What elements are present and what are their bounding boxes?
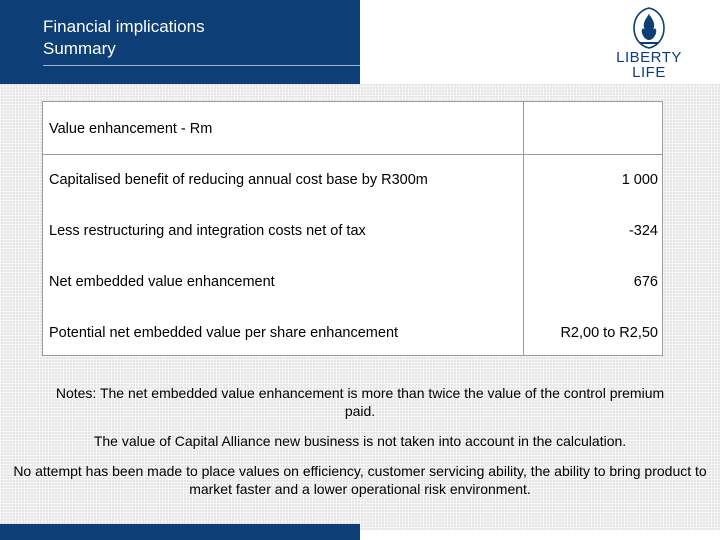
flame-emblem-icon (612, 6, 686, 50)
row-value-capitalised-benefit: 1 000 (621, 172, 658, 188)
footer-bar (0, 524, 360, 540)
row-label-restructuring-costs: Less restructuring and integration costs net of tax (49, 223, 366, 239)
title-line-1: Financial implications (43, 17, 205, 36)
title-line-2: Summary (43, 39, 116, 58)
note-no-attempt: No attempt has been made to place values on efficiency, customer servicing ability, the ability to bring product to market faster and a lower operational risk environment. (13, 463, 707, 497)
row-value-restructuring-costs: -324 (628, 223, 658, 239)
title-underline (43, 65, 360, 66)
value-enhancement-table (42, 101, 663, 356)
liberty-life-logo (612, 6, 686, 80)
column-divider (523, 102, 524, 355)
logo-text-line-1: LIBERTY (616, 49, 682, 66)
row-label-capitalised-benefit: Capitalised benefit of reducing annual cost base by R300m (49, 172, 428, 188)
header-bar (0, 0, 360, 84)
note-control-premium: Notes: The net embedded value enhancement is more than twice the value of the control premium paid. (55, 385, 665, 419)
row-value-net-embedded-value: 676 (633, 274, 658, 290)
row-value-per-share-enhancement: R2,00 to R2,50 (560, 325, 658, 341)
note-new-business: The value of Capital Alliance new business is not taken into account in the calculation. (93, 433, 627, 449)
header-row-divider (43, 154, 662, 155)
row-label-net-embedded-value: Net embedded value enhancement (49, 274, 275, 290)
table-heading: Value enhancement - Rm (49, 121, 213, 137)
row-label-per-share-enhancement: Potential net embedded value per share enhancement (49, 325, 399, 341)
page-title (43, 16, 205, 60)
logo-text-line-2: LIFE (632, 64, 666, 81)
